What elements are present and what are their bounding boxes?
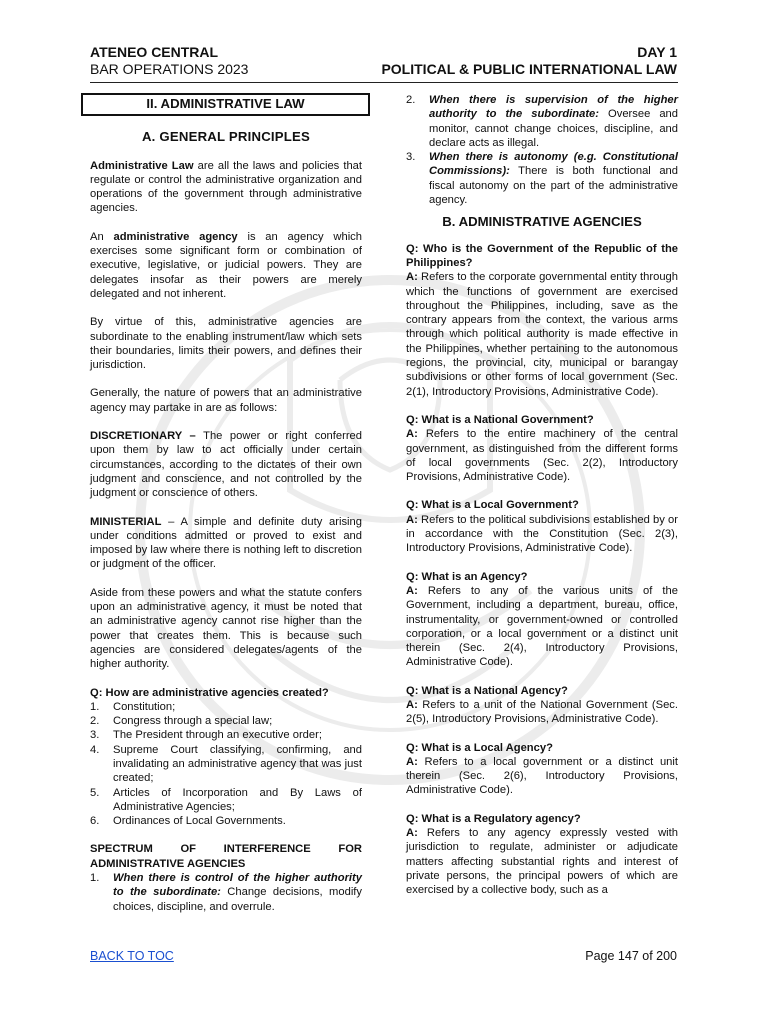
- answer: [406, 513, 678, 556]
- list-text: Congress through a special law;: [113, 715, 273, 728]
- answer: [406, 427, 678, 484]
- list-item: [90, 743, 362, 786]
- header-subject: POLITICAL & PUBLIC INTERNATIONAL LAW: [381, 61, 677, 77]
- answer-text: Refers to the corporate governmental entity through which the functions of government are exercised throughout the Philippines, including, save as the contrary appears from the context, the various arms through which political authority is made effective in the Philippines, whether pertaining to the autonomous regions, the provincial, city, municipal or barangay subdivisions or other forms of local government (Sec. 2(1), Introductory Provisions, Administrative Code).: [406, 271, 678, 398]
- spectrum-title: SPECTRUM OF INTERFERENCE FOR ADMINISTRATIVE AGENCIES: [90, 843, 362, 870]
- header-left: [90, 44, 248, 78]
- back-to-toc-link[interactable]: BACK TO TOC: [90, 949, 174, 963]
- term: Administrative Law: [90, 159, 194, 172]
- header-day: DAY 1: [637, 44, 677, 60]
- list-number: 2.: [90, 715, 100, 728]
- list-heading: When there is control of the higher authority to the subordinate:: [113, 872, 362, 899]
- text: The power or right conferred upon them by law to act officially under certain circumstances, according to the dictates of their own judgment and conscience, and not controlled by the judgment or conscience of others.: [90, 430, 363, 500]
- answer: [406, 698, 678, 727]
- answer-label: A:: [406, 698, 418, 711]
- spectrum-list: [90, 871, 362, 914]
- text: are all the laws and policies that regulate or control the administrative organization and operations of the government through administrative agencies.: [90, 159, 362, 215]
- qa-item: [406, 242, 678, 399]
- answer-text: Refers to a unit of the National Government (Sec. 2(5), Introductory Provisions, Administrative Code).: [406, 698, 678, 726]
- right-column: [406, 93, 678, 898]
- question: Q: What is a Local Government?: [406, 499, 579, 512]
- question: Q: What is a National Government?: [406, 413, 594, 426]
- list-item: [90, 786, 362, 815]
- list-text: Change decisions, modify choices, discipline, and overrule.: [113, 886, 363, 913]
- subheading-general-principles: A. GENERAL PRINCIPLES: [141, 129, 311, 145]
- list-number: 2.: [406, 94, 416, 106]
- spectrum-list-continued: [406, 93, 678, 207]
- header-title: ATENEO CENTRAL: [90, 44, 219, 60]
- list-number: 4.: [90, 743, 100, 756]
- left-column: [90, 93, 362, 914]
- question: Q: What is an Agency?: [406, 570, 528, 583]
- list-item: [406, 93, 678, 150]
- question: Q: What is a National Agency?: [406, 684, 568, 697]
- list-item: [90, 700, 362, 714]
- list-number: 3.: [406, 151, 416, 164]
- list-text: Supreme Court classifying, confirming, and invalidating an administrative agency that was just created;: [113, 743, 362, 785]
- paragraph-subordinate: By virtue of this, administrative agencies are subordinate to the enabling instrument/law which sets their boundaries, limits their powers, and defines their jurisdiction.: [90, 316, 362, 372]
- question-created: Q: How are administrative agencies created?: [90, 686, 329, 699]
- answer-label: A:: [406, 584, 418, 597]
- paragraph-aside: Aside from these powers and what the statute confers upon an administrative agency, it must be noted that an administrative agency cannot rise higher than the power that creates them. This is because such agencies are considered delegates/agents of the higher authority.: [90, 586, 362, 671]
- page-number: Page 147 of 200: [585, 949, 677, 963]
- answer: [406, 755, 678, 798]
- list-text: Articles of Incorporation and By Laws of Administrative Agencies;: [113, 786, 362, 813]
- qa-item: [406, 570, 678, 670]
- list-item: [90, 814, 362, 828]
- list-item: [406, 150, 678, 207]
- list-text: Constitution;: [113, 700, 176, 713]
- paragraph-admin-agency: [90, 230, 362, 301]
- qa-item: [406, 741, 678, 798]
- list-item: [90, 871, 362, 914]
- question: Q: Who is the Government of the Republic of the Philippines?: [406, 242, 678, 269]
- term: administrative agency: [113, 230, 238, 243]
- answer: [406, 584, 678, 670]
- list-heading: When there is supervision of the higher authority to the subordinate:: [429, 94, 678, 121]
- created-list: [90, 700, 362, 829]
- question: Q: What is a Local Agency?: [406, 741, 553, 754]
- qa-item: [406, 498, 678, 555]
- answer: [406, 270, 678, 399]
- paragraph-discretionary: [90, 429, 362, 500]
- text: An: [90, 230, 114, 243]
- header-right: [381, 44, 677, 78]
- list-heading: When there is autonomy (e.g. Constitutional Commissions):: [429, 151, 678, 178]
- list-item: [90, 728, 362, 742]
- answer-label: A:: [406, 755, 418, 768]
- answer-text: Refers to the political subdivisions established by or in accordance with the Constitution (Sec. 2(3), Introductory Provisions, Administrative Code).: [406, 513, 678, 555]
- header-subtitle: BAR OPERATIONS 2023: [90, 61, 249, 77]
- list-number: 1.: [90, 700, 100, 713]
- list-text: Oversee and monitor, cannot change choices, discipline, and declare acts as illegal.: [429, 108, 678, 149]
- answer-label: A:: [406, 827, 418, 840]
- paragraph-ministerial: [90, 515, 362, 572]
- list-text: Ordinances of Local Governments.: [113, 815, 286, 828]
- list-text: There is both functional and fiscal autonomy on the part of the administrative agency.: [429, 165, 678, 207]
- answer-text: Refers to the entire machinery of the central government, as distinguished from the different forms of local governments (Sec. 2(2), Introductory Provisions, Administrative Code).: [406, 428, 678, 484]
- list-number: 3.: [90, 729, 100, 742]
- answer-text: Refers to a local government or a distinct unit therein (Sec. 2(6), Introductory Provisions, Administrative Code).: [406, 755, 678, 797]
- qa-item: [406, 812, 678, 898]
- section-title: II. ADMINISTRATIVE LAW: [81, 93, 370, 116]
- answer-label: A:: [406, 428, 418, 441]
- answer-label: A:: [406, 513, 418, 526]
- qa-item: [406, 684, 678, 727]
- question: Q: What is a Regulatory agency?: [406, 812, 581, 825]
- text: is an agency which exercises some significant form or combination of executive, legislative, or judicial powers. They are delegates insofar as their powers are merely delegated and not inherent.: [90, 230, 362, 300]
- qa-item: [406, 413, 678, 484]
- list-number: 1.: [90, 872, 100, 885]
- header-divider: [90, 82, 678, 83]
- term: MINISTERIAL: [90, 515, 162, 528]
- paragraph-nature-of-powers: Generally, the nature of powers that an administrative agency may partake in are as follows:: [90, 387, 362, 414]
- answer: [406, 826, 678, 897]
- list-item: [90, 714, 362, 728]
- answer-text: Refers to any agency expressly vested with jurisdiction to regulate, administer or adjudicate matters affecting substantial rights and interest of private persons, the principal powers of which are exercised by a collective body, such as a: [406, 827, 678, 897]
- answer-text: Refers to any of the various units of the Government, including a department, bureau, office, instrumentality, or government-owned or controlled corporation, or a local government or a distinct unit therein (Sec. 2(4), Introductory Provisions, Administrative Code).: [406, 584, 678, 669]
- list-text: The President through an executive order;: [113, 729, 322, 742]
- list-number: 6.: [90, 815, 100, 828]
- paragraph-admin-law: [90, 159, 362, 216]
- answer-label: A:: [406, 271, 418, 284]
- term: DISCRETIONARY –: [90, 430, 196, 443]
- text: – A simple and definite duty arising under conditions admitted or proved to exist and imposed by law where there is nothing left to discretion or judgment of the officer.: [90, 515, 362, 571]
- subheading-admin-agencies: B. ADMINISTRATIVE AGENCIES: [442, 214, 642, 230]
- list-number: 5.: [90, 786, 100, 799]
